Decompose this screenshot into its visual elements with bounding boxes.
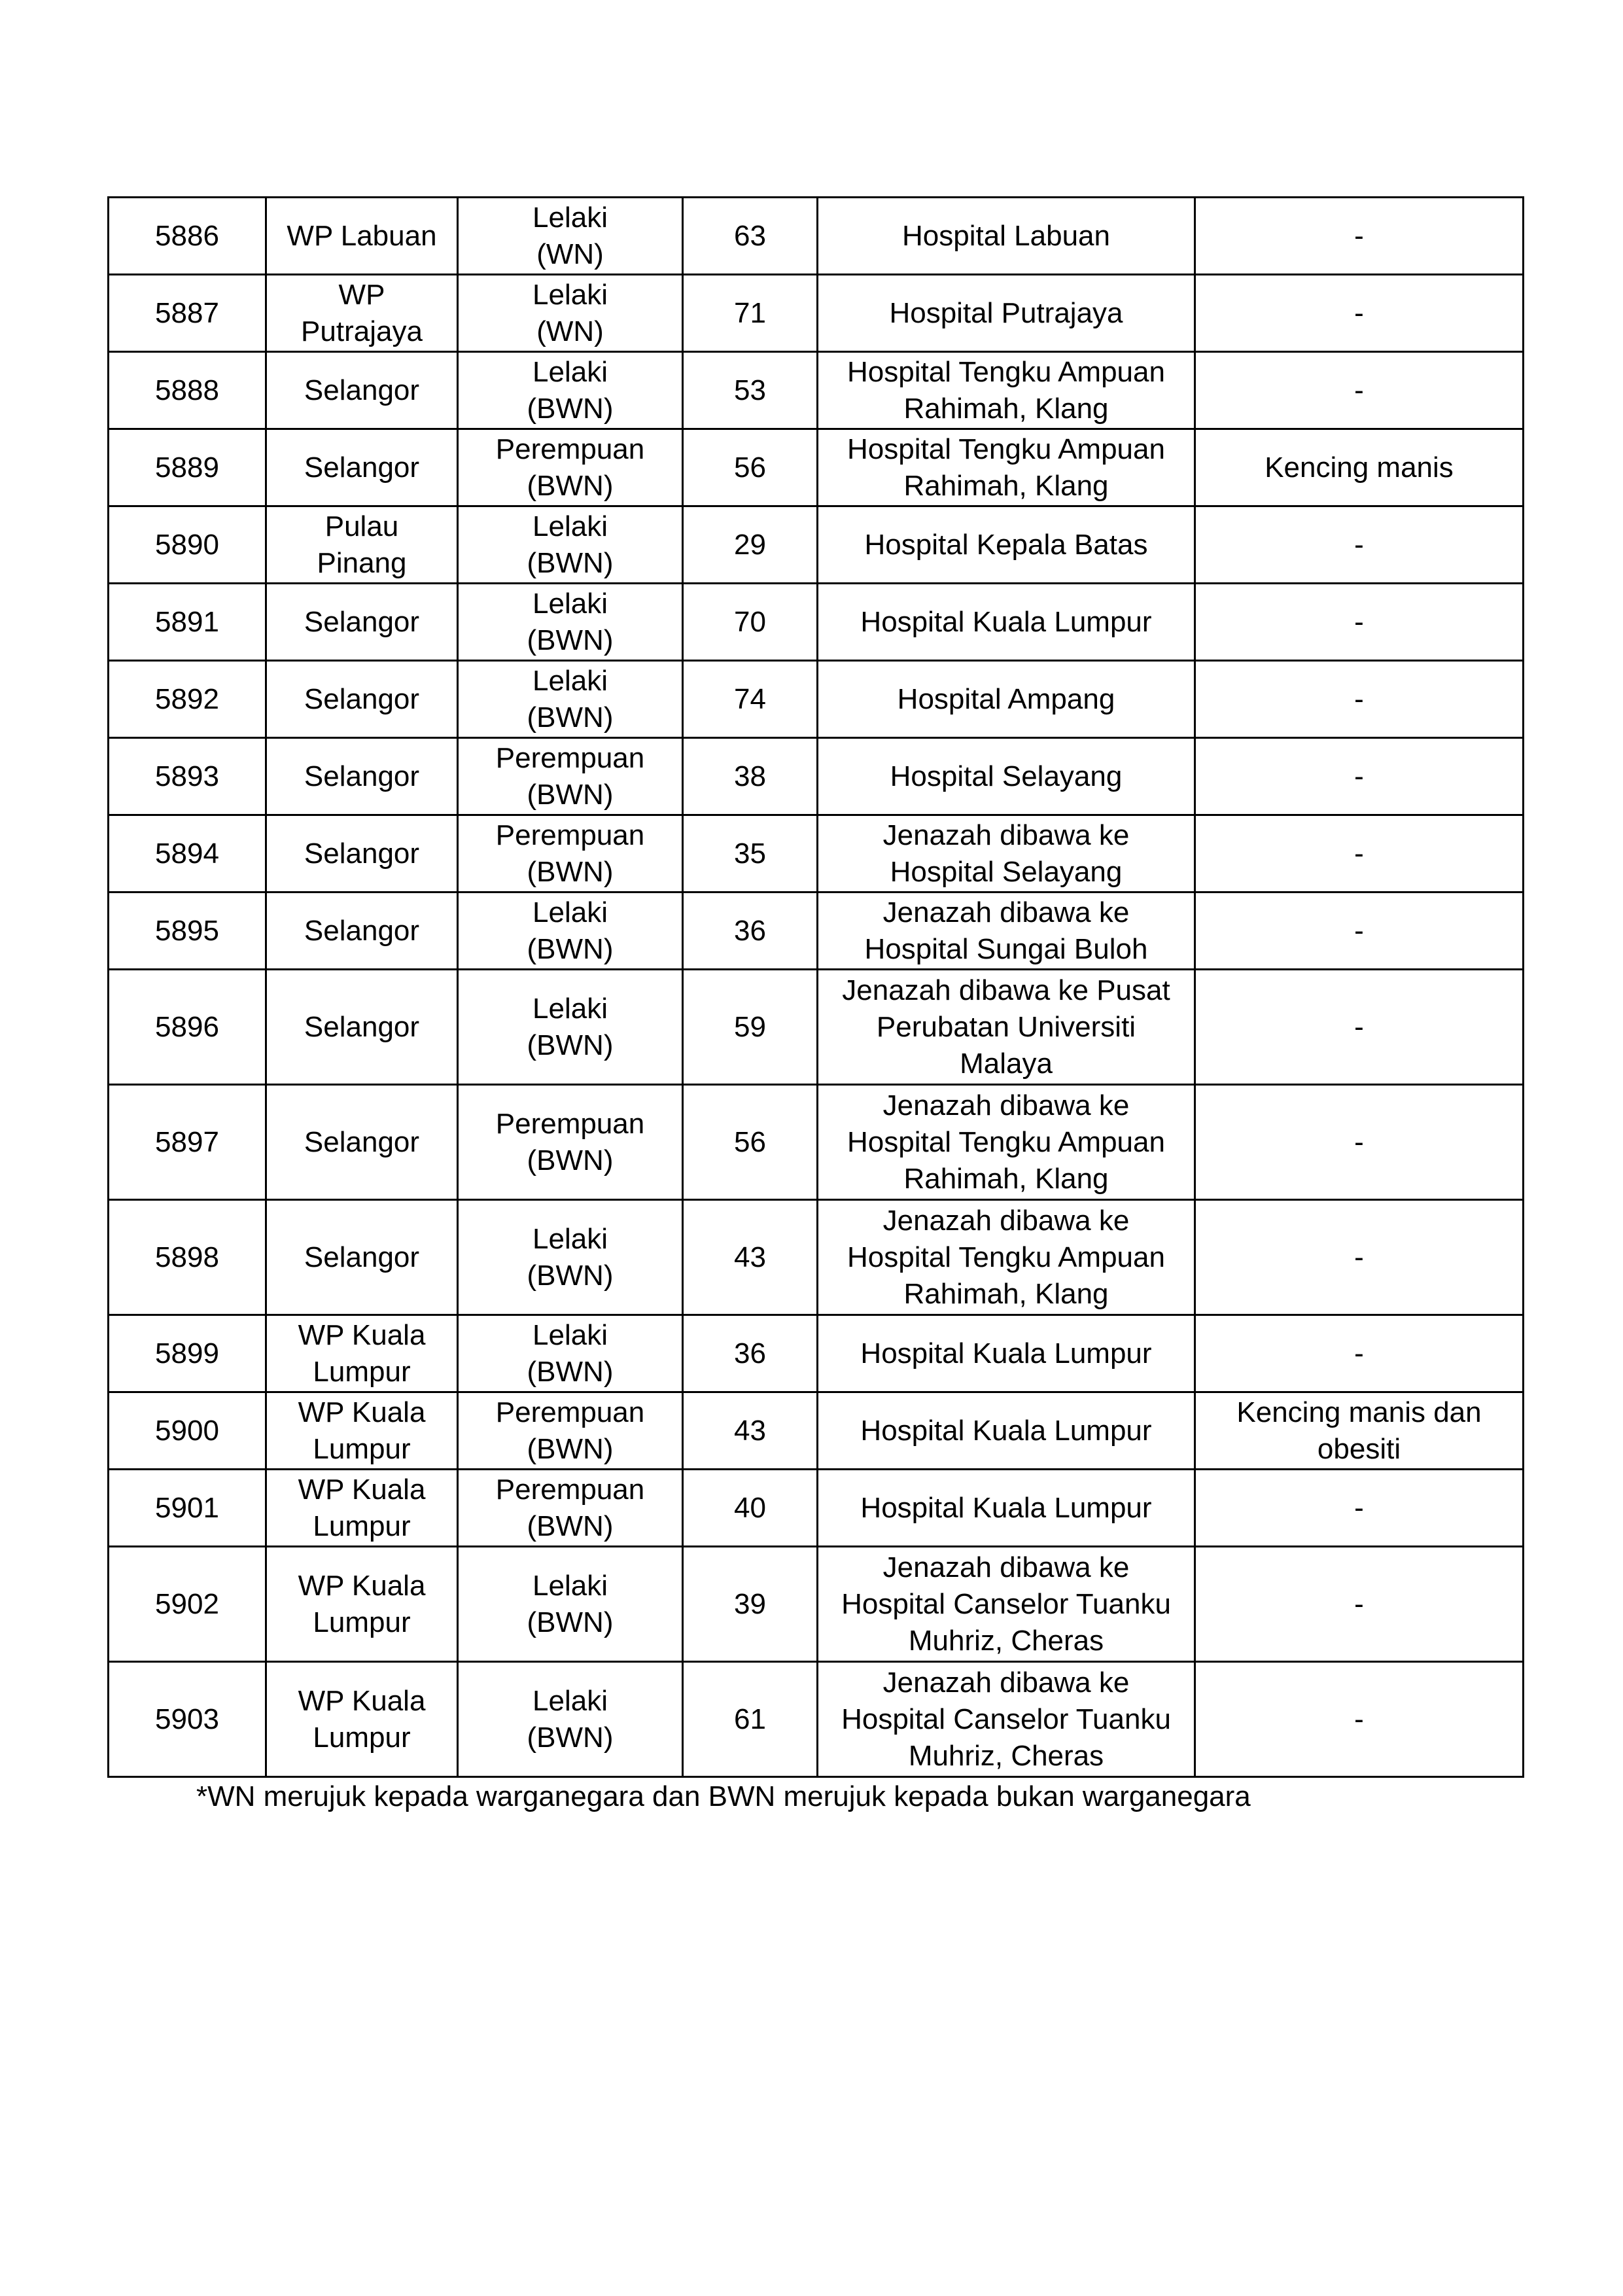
location-cell: Hospital Putrajaya — [818, 275, 1195, 352]
state-cell: Selangor — [266, 815, 458, 892]
table-row — [109, 738, 1524, 815]
comorbidity-cell: - — [1195, 970, 1524, 1085]
gender-cell: Lelaki (WN) — [458, 275, 683, 352]
gender-cell: Lelaki (BWN) — [458, 506, 683, 584]
table-row — [109, 815, 1524, 892]
state-cell: Selangor — [266, 429, 458, 506]
case-number-cell: 5895 — [109, 892, 266, 970]
table-body — [109, 198, 1524, 1777]
comorbidity-cell: - — [1195, 661, 1524, 738]
case-number-cell: 5894 — [109, 815, 266, 892]
location-cell: Jenazah dibawa ke Hospital Tengku Ampuan Rahimah, Klang — [818, 1085, 1195, 1200]
footnote: *WN merujuk kepada warganegara dan BWN merujuk kepada bukan warganegara — [196, 1780, 1251, 1812]
state-cell: WP Kuala Lumpur — [266, 1392, 458, 1470]
location-cell: Hospital Tengku Ampuan Rahimah, Klang — [818, 429, 1195, 506]
comorbidity-cell: - — [1195, 815, 1524, 892]
table-row — [109, 429, 1524, 506]
state-cell: Selangor — [266, 352, 458, 429]
comorbidity-cell: Kencing manis dan obesiti — [1195, 1392, 1524, 1470]
location-cell: Hospital Kuala Lumpur — [818, 1470, 1195, 1547]
comorbidity-cell: Kencing manis — [1195, 429, 1524, 506]
location-cell: Jenazah dibawa ke Pusat Perubatan Universiti Malaya — [818, 970, 1195, 1085]
state-cell: WP Kuala Lumpur — [266, 1547, 458, 1662]
gender-cell: Lelaki (BWN) — [458, 1200, 683, 1315]
age-cell: 43 — [683, 1392, 818, 1470]
case-number-cell: 5886 — [109, 198, 266, 275]
age-cell: 59 — [683, 970, 818, 1085]
location-cell: Hospital Kepala Batas — [818, 506, 1195, 584]
location-cell: Jenazah dibawa ke Hospital Selayang — [818, 815, 1195, 892]
age-cell: 61 — [683, 1662, 818, 1777]
state-cell: Selangor — [266, 892, 458, 970]
table-row — [109, 1315, 1524, 1392]
gender-cell: Lelaki (BWN) — [458, 661, 683, 738]
gender-cell: Lelaki (BWN) — [458, 970, 683, 1085]
case-number-cell: 5902 — [109, 1547, 266, 1662]
table-row — [109, 1470, 1524, 1547]
gender-cell: Perempuan (BWN) — [458, 429, 683, 506]
state-cell: Selangor — [266, 970, 458, 1085]
gender-cell: Perempuan (BWN) — [458, 1085, 683, 1200]
state-cell: Selangor — [266, 738, 458, 815]
state-cell: Selangor — [266, 584, 458, 661]
comorbidity-cell: - — [1195, 506, 1524, 584]
comorbidity-cell: - — [1195, 275, 1524, 352]
location-cell: Jenazah dibawa ke Hospital Tengku Ampuan Rahimah, Klang — [818, 1200, 1195, 1315]
comorbidity-cell: - — [1195, 892, 1524, 970]
location-cell: Jenazah dibawa ke Hospital Sungai Buloh — [818, 892, 1195, 970]
table-row — [109, 1200, 1524, 1315]
comorbidity-cell: - — [1195, 1470, 1524, 1547]
comorbidity-cell: - — [1195, 738, 1524, 815]
death-cases-table — [107, 196, 1524, 1778]
gender-cell: Lelaki (BWN) — [458, 1662, 683, 1777]
table-row — [109, 1085, 1524, 1200]
gender-cell: Lelaki (BWN) — [458, 892, 683, 970]
age-cell: 71 — [683, 275, 818, 352]
case-number-cell: 5887 — [109, 275, 266, 352]
table-row — [109, 661, 1524, 738]
state-cell: WP Labuan — [266, 198, 458, 275]
table-row — [109, 275, 1524, 352]
case-number-cell: 5898 — [109, 1200, 266, 1315]
gender-cell: Perempuan (BWN) — [458, 815, 683, 892]
age-cell: 70 — [683, 584, 818, 661]
age-cell: 43 — [683, 1200, 818, 1315]
location-cell: Hospital Labuan — [818, 198, 1195, 275]
table-row — [109, 198, 1524, 275]
state-cell: WP Kuala Lumpur — [266, 1470, 458, 1547]
comorbidity-cell: - — [1195, 1200, 1524, 1315]
table-row — [109, 506, 1524, 584]
age-cell: 38 — [683, 738, 818, 815]
comorbidity-cell: - — [1195, 198, 1524, 275]
location-cell: Hospital Kuala Lumpur — [818, 1392, 1195, 1470]
comorbidity-cell: - — [1195, 1315, 1524, 1392]
case-number-cell: 5892 — [109, 661, 266, 738]
gender-cell: Lelaki (BWN) — [458, 1547, 683, 1662]
case-number-cell: 5890 — [109, 506, 266, 584]
case-number-cell: 5903 — [109, 1662, 266, 1777]
comorbidity-cell: - — [1195, 1085, 1524, 1200]
case-number-cell: 5900 — [109, 1392, 266, 1470]
comorbidity-cell: - — [1195, 1547, 1524, 1662]
case-number-cell: 5901 — [109, 1470, 266, 1547]
location-cell: Hospital Tengku Ampuan Rahimah, Klang — [818, 352, 1195, 429]
comorbidity-cell: - — [1195, 584, 1524, 661]
age-cell: 39 — [683, 1547, 818, 1662]
state-cell: Selangor — [266, 1085, 458, 1200]
case-number-cell: 5891 — [109, 584, 266, 661]
location-cell: Jenazah dibawa ke Hospital Canselor Tuanku Muhriz, Cheras — [818, 1662, 1195, 1777]
location-cell: Jenazah dibawa ke Hospital Canselor Tuanku Muhriz, Cheras — [818, 1547, 1195, 1662]
table-row — [109, 1547, 1524, 1662]
gender-cell: Lelaki (BWN) — [458, 584, 683, 661]
gender-cell: Perempuan (BWN) — [458, 1470, 683, 1547]
gender-cell: Lelaki (BWN) — [458, 352, 683, 429]
state-cell: Selangor — [266, 1200, 458, 1315]
age-cell: 74 — [683, 661, 818, 738]
gender-cell: Perempuan (BWN) — [458, 1392, 683, 1470]
age-cell: 35 — [683, 815, 818, 892]
age-cell: 36 — [683, 1315, 818, 1392]
state-cell: WP Kuala Lumpur — [266, 1662, 458, 1777]
comorbidity-cell: - — [1195, 1662, 1524, 1777]
case-number-cell: 5897 — [109, 1085, 266, 1200]
case-number-cell: 5893 — [109, 738, 266, 815]
table-row — [109, 1662, 1524, 1777]
location-cell: Hospital Kuala Lumpur — [818, 1315, 1195, 1392]
age-cell: 56 — [683, 429, 818, 506]
table-row — [109, 1392, 1524, 1470]
state-cell: WP Kuala Lumpur — [266, 1315, 458, 1392]
case-number-cell: 5888 — [109, 352, 266, 429]
case-number-cell: 5889 — [109, 429, 266, 506]
table-row — [109, 892, 1524, 970]
state-cell: Selangor — [266, 661, 458, 738]
age-cell: 29 — [683, 506, 818, 584]
gender-cell: Lelaki (WN) — [458, 198, 683, 275]
state-cell: Pulau Pinang — [266, 506, 458, 584]
age-cell: 36 — [683, 892, 818, 970]
age-cell: 53 — [683, 352, 818, 429]
comorbidity-cell: - — [1195, 352, 1524, 429]
table-row — [109, 584, 1524, 661]
gender-cell: Lelaki (BWN) — [458, 1315, 683, 1392]
location-cell: Hospital Ampang — [818, 661, 1195, 738]
age-cell: 40 — [683, 1470, 818, 1547]
table-row — [109, 352, 1524, 429]
age-cell: 56 — [683, 1085, 818, 1200]
table-row — [109, 970, 1524, 1085]
location-cell: Hospital Kuala Lumpur — [818, 584, 1195, 661]
case-number-cell: 5899 — [109, 1315, 266, 1392]
state-cell: WP Putrajaya — [266, 275, 458, 352]
gender-cell: Perempuan (BWN) — [458, 738, 683, 815]
case-number-cell: 5896 — [109, 970, 266, 1085]
age-cell: 63 — [683, 198, 818, 275]
location-cell: Hospital Selayang — [818, 738, 1195, 815]
